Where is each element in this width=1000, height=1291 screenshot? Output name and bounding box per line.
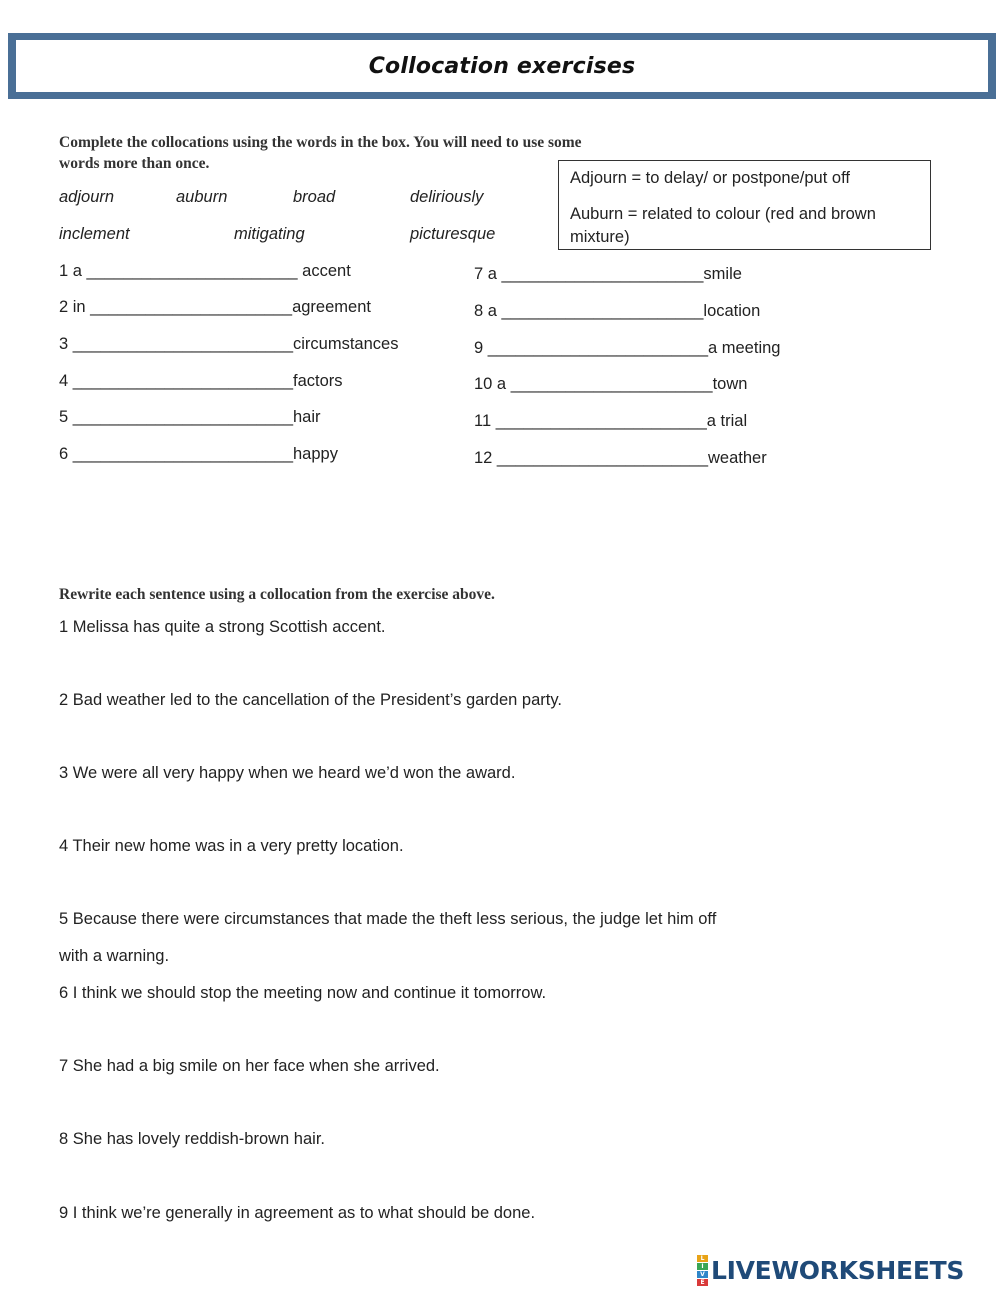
definition-adjourn: Adjourn = to delay/ or postpone/put off (570, 169, 850, 187)
sentence-7: 7 She had a big smile on her face when she arrived. (59, 1057, 440, 1075)
logo-tile-i: I (697, 1263, 708, 1270)
exercise1-instruction-line1: Complete the collocations using the words in the box. You will need to use some (59, 134, 582, 151)
word-mitigating: mitigating (234, 225, 305, 243)
sentence-1: 1 Melissa has quite a strong Scottish accent. (59, 618, 386, 636)
collocation-item-11[interactable]: 11 _______________________a trial (474, 412, 748, 430)
sentence-6: 6 I think we should stop the meeting now and continue it tomorrow. (59, 984, 547, 1002)
sentence-5-continued: with a warning. (59, 947, 170, 965)
sentence-9: 9 I think we’re generally in agreement as to what should be done. (59, 1204, 536, 1222)
sentence-8: 8 She has lovely reddish-brown hair. (59, 1130, 325, 1148)
word-broad: broad (293, 188, 336, 206)
collocation-item-1[interactable]: 1 a _______________________ accent (59, 262, 351, 280)
word-adjourn: adjourn (59, 188, 115, 206)
sentence-2: 2 Bad weather led to the cancellation of the President’s garden party. (59, 691, 562, 709)
collocation-item-12[interactable]: 12 _______________________weather (474, 449, 767, 467)
word-inclement: inclement (59, 225, 130, 243)
collocation-item-2[interactable]: 2 in ______________________agreement (59, 298, 371, 316)
collocation-item-4[interactable]: 4 ________________________factors (59, 372, 343, 390)
sentence-5: 5 Because there were circumstances that made the theft less serious, the judge let him off (59, 910, 717, 928)
collocation-item-6[interactable]: 6 ________________________happy (59, 445, 338, 463)
definition-box (558, 160, 931, 250)
logo-text: LIVEWORKSHEETS (711, 1255, 965, 1285)
word-auburn: auburn (176, 188, 228, 206)
collocation-item-7[interactable]: 7 a ______________________smile (474, 265, 742, 283)
collocation-item-10[interactable]: 10 a ______________________town (474, 375, 748, 393)
exercise1-instruction-line2: words more than once. (59, 155, 210, 172)
collocation-item-5[interactable]: 5 ________________________hair (59, 408, 321, 426)
logo-tile-e: E (697, 1279, 708, 1286)
collocation-item-9[interactable]: 9 ________________________a meeting (474, 339, 781, 357)
logo-tile-l: L (697, 1255, 708, 1262)
word-deliriously: deliriously (410, 188, 484, 206)
exercise2-instruction: Rewrite each sentence using a collocation from the exercise above. (59, 586, 495, 603)
exercise1-instruction (59, 132, 629, 174)
logo-tile-v: V (697, 1271, 708, 1278)
sentence-4: 4 Their new home was in a very pretty location. (59, 837, 404, 855)
title-banner (8, 33, 996, 99)
liveworksheets-logo (697, 1254, 964, 1286)
page-title: Collocation exercises (368, 53, 636, 79)
logo-tiles-icon (697, 1255, 708, 1286)
sentence-3: 3 We were all very happy when we heard we’d won the award. (59, 764, 516, 782)
word-picturesque: picturesque (410, 225, 496, 243)
collocation-item-3[interactable]: 3 ________________________circumstances (59, 335, 399, 353)
collocation-item-8[interactable]: 8 a ______________________location (474, 302, 761, 320)
title-banner-inner (16, 40, 988, 92)
definition-auburn: Auburn = related to colour (red and brown mixture) (570, 205, 876, 246)
